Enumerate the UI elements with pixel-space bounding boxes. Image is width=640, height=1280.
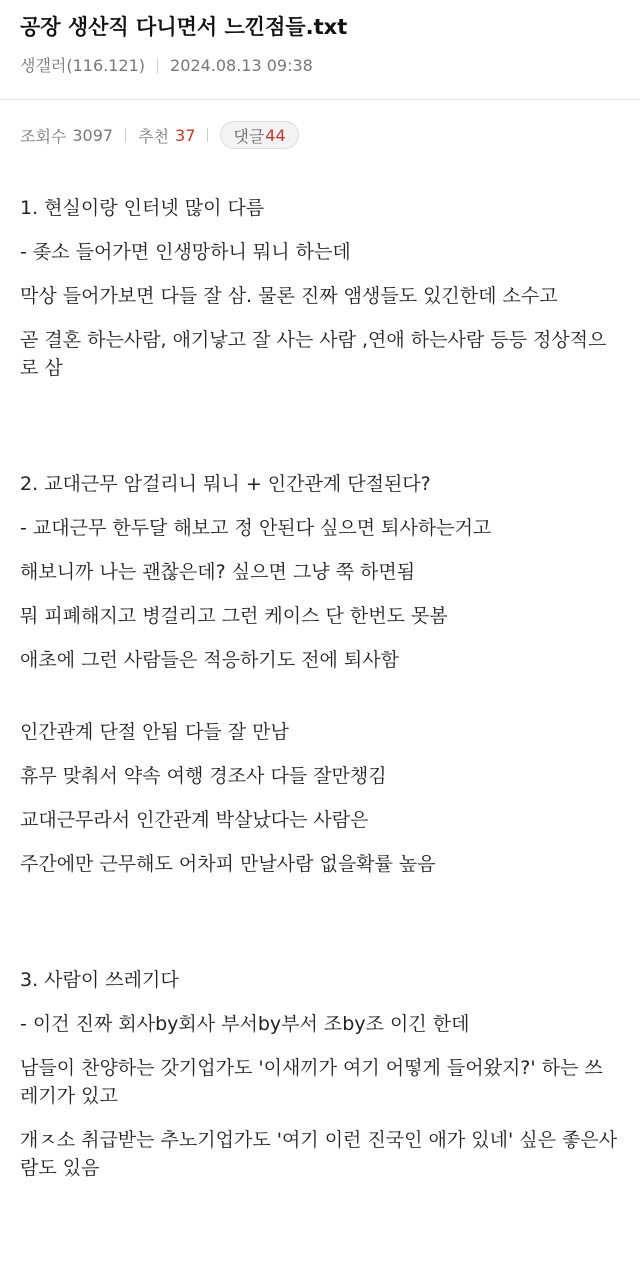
- comments-button[interactable]: [220, 121, 298, 149]
- body-line: 개ㅈ소 취급받는 추노기업가도 '여기 이런 진국인 애가 있네' 싶은 좋은사람도 있음: [20, 1129, 618, 1179]
- post-title: 공장 생산직 다니면서 느낀점들.txt: [20, 15, 348, 39]
- post-body: [0, 194, 640, 1182]
- stats-divider: [207, 128, 208, 142]
- body-line: - 이건 진짜 회사by회사 부서by부서 조by조 이긴 한데: [20, 1013, 470, 1035]
- paragraph-gap: [20, 894, 620, 966]
- views-count: 3097: [72, 125, 114, 145]
- views-label: 조회수: [20, 126, 67, 146]
- body-line: - 좆소 들어가면 인생망하니 뭐니 하는데: [20, 241, 351, 263]
- section-heading: 2. 교대근무 암걸리니 뭐니 + 인간관계 단절된다?: [20, 473, 431, 495]
- paragraph-gap: [20, 690, 620, 718]
- post-datetime: 2024.08.13 09:38: [170, 56, 313, 75]
- likes-count: 37: [175, 125, 196, 145]
- body-line: 애초에 그런 사람들은 적응하기도 전에 퇴사함: [20, 649, 399, 671]
- body-line: 뭐 피폐해지고 병걸리고 그런 케이스 단 한번도 못봄: [20, 605, 448, 627]
- body-line: 휴무 맞춰서 약속 여행 경조사 다들 잘만챙김: [20, 765, 387, 787]
- body-line: 남들이 찬양하는 갓기업가도 '이새끼가 여기 어떻게 들어왔지?' 하는 쓰레기가 있고: [20, 1057, 603, 1107]
- likes-label: 추천: [138, 126, 170, 146]
- body-line: 주간에만 근무해도 어차피 만날사람 없을확률 높음: [20, 853, 436, 875]
- body-line: 인간관계 단절 안됨 다들 잘 만남: [20, 721, 289, 743]
- body-line: 교대근무라서 인간관계 박살났다는 사람은: [20, 809, 369, 831]
- section-heading: 1. 현실이랑 인터넷 많이 다름: [20, 197, 265, 219]
- stats-bar: [0, 100, 640, 170]
- stats-divider: [125, 128, 126, 142]
- comments-label: 댓글: [233, 126, 265, 146]
- body-line: - 교대근무 한두달 해보고 정 안된다 싶으면 퇴사하는거고: [20, 517, 492, 539]
- post-meta: [20, 56, 620, 76]
- body-line: 막상 들어가보면 다들 잘 삼. 물론 진짜 앰생들도 있긴한데 소수고: [20, 285, 558, 307]
- paragraph-gap: [20, 398, 620, 470]
- author-name[interactable]: 생갤러(116.121): [20, 56, 146, 75]
- section-heading: 3. 사람이 쓰레기다: [20, 969, 179, 991]
- meta-divider: [157, 59, 158, 73]
- body-line: 곧 결혼 하는사람, 애기낳고 잘 사는 사람 ,연애 하는사람 등등 정상적으로 삼: [20, 329, 607, 379]
- post-header: [0, 0, 640, 76]
- body-line: 해보니까 나는 괜찮은데? 싶으면 그냥 쭉 하면됨: [20, 561, 416, 583]
- comments-count: 44: [265, 125, 286, 145]
